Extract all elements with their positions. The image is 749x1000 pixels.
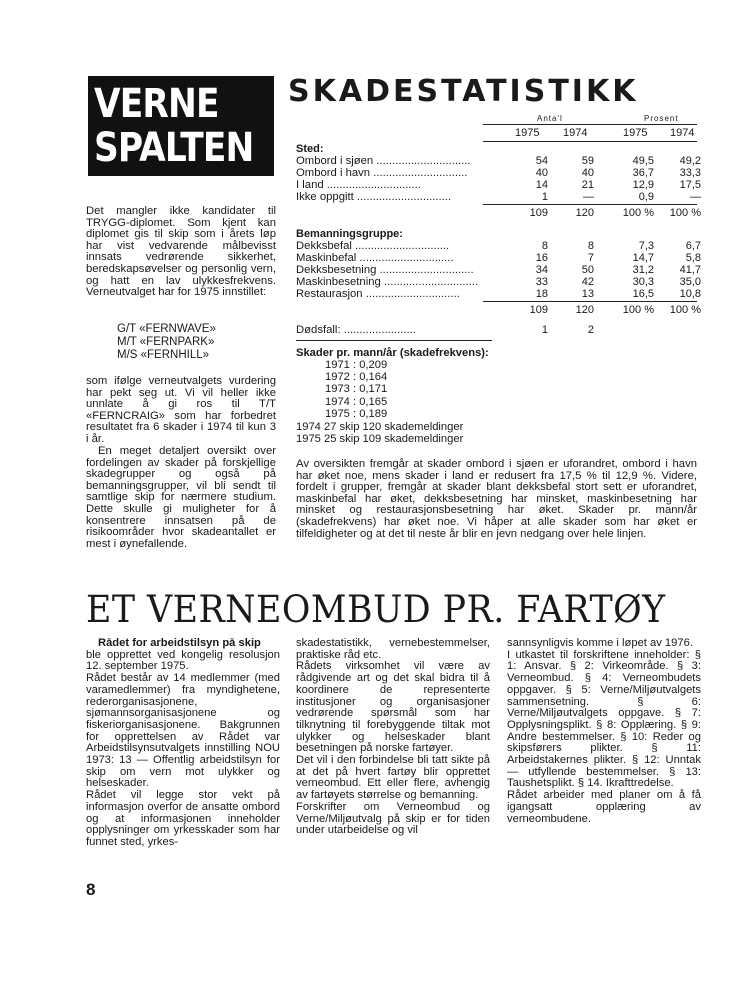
table-cell: 7,3 (638, 240, 654, 252)
ship-item: G/T «FERNWAVE» (117, 323, 216, 335)
table-cell: 33 (535, 276, 548, 288)
article-column-1 (86, 638, 280, 874)
table-row-label: Ikke oppgitt .............................. (296, 191, 452, 203)
header-rule (483, 124, 697, 125)
table-row-label: Dekksbefal .............................. (296, 240, 450, 252)
year-header: 1975 (515, 127, 540, 139)
year-header: 1975 (623, 127, 648, 139)
table-cell: 40 (535, 167, 548, 179)
logo-line-2: SPALTEN (94, 125, 254, 171)
page-number: 8 (86, 880, 96, 899)
ship-item: M/S «FERNHILL» (117, 349, 210, 361)
logo-line-1: VERNE (94, 81, 219, 127)
ferncraig-paragraph: som ifølge verneutvalgets vurdering har pekt seg ut. Vi vil heller ikke unnlate å gi ros til T/T «FERNCRAIG» som har forbedret resultatet fra 6 skader i 1974 til kun 3 i år. (86, 375, 276, 445)
table-cell: 49,5 (632, 155, 654, 167)
table-total-cell: 100 % (622, 304, 654, 316)
article-column-2: skadestatistikk, vernebestemmelser, praktiske råd etc. Rådets virksomhet vil være av rådgivende art og det skal bidra til å koordinere de representerte institusjoner og organisasjoner vedrørende spørsmål som har tilknytning til forebyggende tiltak mot ulykker og helseskader blant besetningen på norske fartøyer. Det vil i den forbindelse bli tatt sikte på at det på hvert fartøy blir opprettet verneombud. Ett eller flere, avhengig av fartøyets størrelse og bemanning. Forskrifter om Verneombud og Verne/Miljøutvalg på skip er for tiden under utarbeidelse og vil (296, 638, 490, 837)
table-cell: — (690, 191, 701, 203)
table-total-cell: 109 (529, 304, 548, 316)
table-cell: 1 (541, 191, 548, 203)
table-total-cell: 100 % (622, 207, 654, 219)
table-cell: 12,9 (632, 179, 654, 191)
table-cell: 1 (541, 324, 548, 336)
frequency-heading: Skader pr. mann/år (skadefrekvens): (296, 347, 489, 359)
dodsfall-label: Dødsfall: ....................... (296, 324, 416, 336)
table-cell: 7 (587, 252, 594, 264)
dodsfall-rule (296, 340, 492, 341)
table-cell: 6,7 (685, 240, 701, 252)
table-cell: 16,5 (632, 288, 654, 300)
melding-row: 1975 25 skip 109 skademeldinger (296, 433, 464, 446)
table-cell: 14 (535, 179, 548, 191)
melding-list (296, 421, 463, 445)
table-cell: 42 (581, 276, 594, 288)
table-cell: 54 (535, 155, 548, 167)
table-cell: 8 (541, 240, 548, 252)
frequency-row: 1973 : 0,171 (325, 383, 388, 396)
table-row-label: Maskinbesetning .............................. (296, 276, 479, 288)
frequency-list (325, 359, 387, 420)
frequency-row: 1971 : 0,209 (325, 359, 388, 371)
year-header: 1974 (670, 127, 695, 139)
bemanning-heading: Bemanningsgruppe: (296, 228, 403, 240)
intro-paragraph: Det mangler ikke kandidater til TRYGG-diplomet. Som kjent kan diplomet gis til skip som i årets løp har vist vedvarende målbevisst innsats vedrørende sikkerhet, beredskapsøvelser og personlig vern, og hatt en lav ulykkesfrekvens. Verneutvalget har for 1975 innstillet: (86, 205, 276, 299)
header-prosent: Prosent (644, 114, 679, 123)
table-total-cell: 109 (529, 207, 548, 219)
table-cell: 36,7 (632, 167, 654, 179)
table-cell: 50 (581, 264, 594, 276)
year-header: 1974 (563, 127, 588, 139)
table-row-label: Maskinbefal .............................. (296, 252, 454, 264)
column-lead: Rådet for arbeidstilsyn på skip (98, 638, 261, 649)
summary-paragraph: Av oversikten fremgår at skader ombord i sjøen er uforandret, ombord i havn har øket noe, mens skader i land er redusert fra 17,5 % til 12,9 %. Videre, fordelt i grupper, fremgår at skader blant dekksbefal stort sett er uforandret, maskinbefal har øket, dekksbesetning har minsket, maskinbesetning har minsket og restaurasjonsbesetning har øket. Skader pr. mann/år (skadefrekvens) har øket noe. Vi håper at alle skader som har øket er tilfeldigheter og at det til neste år blir en jevn nedgang over hele linjen. (296, 458, 697, 540)
table-total-cell: 100 % (669, 304, 701, 316)
table-cell: 8 (587, 240, 594, 252)
table-cell: 10,8 (679, 288, 701, 300)
table-cell: 18 (535, 288, 548, 300)
table-cell: 35,0 (679, 276, 701, 288)
frequency-row: 1972 : 0,164 (325, 371, 388, 384)
table-row-label: I land .............................. (296, 179, 421, 191)
table-cell: 13 (581, 288, 594, 300)
sted-rule (483, 204, 697, 205)
frequency-row: 1975 : 0,189 (325, 407, 388, 420)
table-row-label: Dekksbesetning .............................. (296, 264, 474, 276)
table-cell: — (583, 191, 594, 203)
year-rule (483, 141, 697, 142)
table-cell: 17,5 (679, 179, 701, 191)
table-cell: 16 (535, 252, 548, 264)
article-title: ET VERNEOMBUD PR. FARTØY (86, 588, 666, 631)
table-cell: 14,7 (632, 252, 654, 264)
table-cell: 30,3 (632, 276, 654, 288)
table-cell: 59 (581, 155, 594, 167)
ship-list (117, 323, 216, 362)
table-cell: 5,8 (685, 252, 701, 264)
verne-spalten-logo (88, 76, 274, 176)
ship-item: M/T «FERNPARK» (117, 336, 215, 348)
table-cell: 33,3 (679, 167, 701, 179)
sted-heading: Sted: (296, 143, 324, 155)
table-total-cell: 120 (575, 207, 594, 219)
table-total-cell: 100 % (669, 207, 701, 219)
table-cell: 0,9 (638, 191, 654, 203)
bemanning-rule (483, 301, 697, 302)
table-total-cell: 120 (575, 304, 594, 316)
table-cell: 34 (535, 264, 548, 276)
table-cell: 41,7 (679, 264, 701, 276)
table-cell: 21 (581, 179, 594, 191)
column-text: ble opprettet ved kongelig resolusjon 12. september 1975. Rådet består av 14 medlemmer (med varamedlemmer) fra myndighetene, rederorganisasjonene, sjømannsorganisasjonene og fiskeriorganisasjonene. Bakgrunnen for opprettelsen av Rådet var Arbeidstilsynsutvalgets innstilling NOU 1973: 13 — Offentlig arbeidstilsyn for skip om vern mot ulykker og helseskader. Rådet vil legge stor vekt på informasjon overfor de ansatte ombord og at informasjonen inneholder opplysninger om yrkesskader som har funnet sted, yrkes- (86, 648, 280, 848)
table-cell: 40 (581, 167, 594, 179)
article-column-3: sannsynligvis komme i løpet av 1976. I utkastet til forskriftene inneholder: § 1: Ansvar. § 2: Virkeområde. § 3: Verneombud. § 4: Verneombudets oppgaver. § 5: Verne/Miljøutvalgets sammensetning. § 6: Verne/Miljøutvalgets oppgave. § 7: Opplysningsplikt. § 8: Opplæring. § 9: Andre bestemmelser. § 10: Reder og skipsførers plikter. § 11: Arbeidstakernes plikter. § 12: Unntak — utfyllende bestemmelser. § 13: Taushetsplikt. § 14. Ikrafttredelse. Rådet arbeider med planer om å få igangsatt opplæring av verneombudene. (507, 638, 701, 825)
table-cell: 31,2 (632, 264, 654, 276)
header-antall: Anta'l (537, 114, 563, 123)
overview-paragraph: En meget detaljert oversikt over fordelingen av skader på forskjellige skadegrupper og også på bemanningsgrupper, vil bli sendt til samtlige skip for nærmere studium. Dette skulle gi muligheter for å konsentrere innsatsen på de risikoområder hvor skadeantallet er mest i øynefallende. (86, 445, 276, 550)
frequency-row: 1974 : 0,165 (325, 395, 388, 408)
table-row-label: Ombord i havn .............................. (296, 167, 468, 179)
table-row-label: Ombord i sjøen .............................. (296, 155, 471, 167)
table-cell: 49,2 (679, 155, 701, 167)
melding-row: 1974 27 skip 120 skademeldinger (296, 421, 464, 433)
page-title: SKADESTATISTIKK (288, 74, 639, 109)
table-cell: 2 (587, 324, 594, 336)
table-row-label: Restaurasjon .............................. (296, 288, 460, 300)
